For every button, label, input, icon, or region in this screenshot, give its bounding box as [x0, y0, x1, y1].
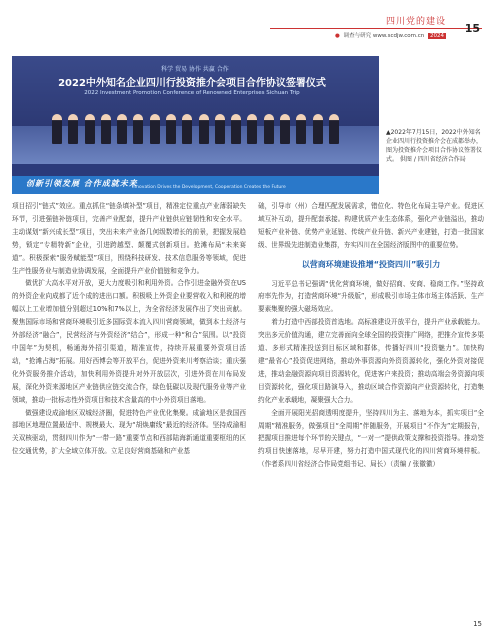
photo-bottom-strip — [12, 176, 379, 194]
header-divider — [270, 28, 482, 29]
right-column — [258, 200, 484, 471]
person — [215, 114, 225, 144]
person — [329, 114, 339, 144]
body-paragraph: 着力打造中西部投资首选地。高标准建设开放平台，提升产业承载能力。突出多元价值沟通，建立完善面向全球全国的投资推广网络，把推介宣传多渠道、多形式精准投送到目标区域和群体，传播好四川“投资魅力”。加快构建“最省心”投资促进网络，推动外事资源向外资资源转化，强化外资对接促进，推动金融资源向项目资源转化，促进客户来投资；推动高端会务资源向项目资源转化，强化项目路演导入，推动区域合作资源向产业资源转化，打造集约化产业承载地，凝聚强大合力。 — [258, 318, 484, 404]
person — [280, 114, 290, 144]
year-tag: 2024 — [430, 33, 444, 39]
person — [85, 114, 95, 144]
section-heading: 以营商环境建设推增“投资四川”吸引力 — [301, 259, 441, 269]
strip-slogan-cn: 创新引领发展 合作成就未来 — [26, 179, 138, 188]
person — [247, 114, 257, 144]
person — [296, 114, 306, 144]
bullet-icon: ● — [335, 33, 340, 39]
person — [133, 114, 143, 144]
person — [313, 114, 323, 144]
person — [117, 114, 127, 144]
person — [68, 114, 78, 144]
person — [101, 114, 111, 144]
person — [231, 114, 241, 144]
photo-banner-main: 2022中外知名企业四川行投资推介会项目合作协议签署仪式 — [58, 78, 326, 89]
body-paragraph: 做强建设成渝地区双城经济圈，促进特色产业优化集聚。成渝地区是我国西部地区地理位置最适中、规模最大、现为“胡焕庸线”最近的经济体。坚持成渝相关双核驱动，贯彻四川作为“一带一路”重要节点和西部陆海新通道重要枢纽的区位交通优势，扩大全域立体开放。立足良好营商基础和产业基 — [12, 408, 246, 456]
strip-slogan-en: Innovation Drives the Development, Cooperation Creates the Future — [132, 185, 286, 190]
magazine-title: 四川党的建设 — [385, 17, 446, 27]
header-meta — [335, 31, 446, 39]
footer-page-number: 15 — [473, 620, 482, 628]
site-url: www.scdjw.com.cn — [372, 33, 425, 39]
event-photo — [12, 56, 379, 194]
photo-people-row — [52, 114, 339, 144]
photo-banner-top: 科学 贸易 协作 共赢 合作 — [161, 66, 229, 73]
body-paragraph: 础，引导市（州）合理匹配发展需求，错位化、特色化布局主导产业。促进区域互补互动，提升配套承接。构建优质产业生态体系，强化产业链溢出，推动短板产业补链、优势产业延链、传统产业升链、新兴产业建链，打造一批国家级、世界级先进制造业集群，夯实四川在全国经济版图中的重要位势。 — [258, 202, 484, 249]
person — [150, 114, 160, 144]
person — [182, 114, 192, 144]
person — [199, 114, 209, 144]
left-column — [12, 200, 246, 458]
photo-floor — [12, 164, 379, 176]
person — [52, 114, 62, 144]
header-page-number: 15 — [464, 22, 480, 35]
body-paragraph: 项目招引“链式”效应。重点抓住“链条填补型”项目，精准定位重点产业薄弱缺失环节，引进强链补链项目，完善产业配套，提升产业链供应链韧性和安全水平。主动谋划“新兴成长型”项目，突出未来产业备几何级数增长的前景，把握发展趋势，锁定“专精特新”企业，引进跨越型、颠覆式创新项目。抢滩布局“未来赛道”。积极探索“服务赋能型”项目，围绕科技研发、技术信息服务等领域，促进生产性服务业与制造业协调发展，全面提升产业价值链和竞争力。 — [12, 202, 246, 275]
body-paragraph: 习近平总书记强调“优化营商环境，做好招商、安商、稳商工作。”坚持政府率先作为，打造营商环境“升级版”，形成吸引市场主体市场主体活跃、生产要素集聚的强大磁场效应。 — [258, 279, 484, 314]
body-paragraph: 做优扩大高水平对开放，更大力度吸引和利用外资。合作引进金融外资在US的外资企业向成都了近个成的进出口额。积极吸上外资企业要营收入和利税的增幅以上工业增加值分别超过10%和7%以上，为全省经济发展作出了突出贡献。聚焦国际市场和营商环境吸引近多国际资本流入四川营商领域，做到本土经济与外部经济“融合”，民营经济与外资经济“结合”，形成一种“和合”氛围。以“投资中国年”为契机，畅通海外招引渠道，精准宣传，持续开展重要外资项目活动，“抢滩占海”拓展。用好西博会等开放平台，促进外资来川考察洽谈；重庆强化外资服务推介活动，加快利用外资提升对外开放层次，引进外资在川布局发展，深化外资来源地区产业链供应链交流合作，绿色低碳以及现代服务业等产业领域，推动一批标志性外资项目和技术含量高的中小外资项目落地。 — [12, 279, 246, 404]
section-label: 调查与研究 — [343, 33, 372, 39]
body-paragraph: 全面开展阳光招商透明度提升，坚持四川为主、落地为本，抓实项目“全周期”精准服务，做强项目“全周期”伴随服务，开展项目“不作为”定期报告，把握项目推进每个环节的关键点，“一对一”提供政策支撑和投资指导。推动签约项目快速落地，尽早开建，努力打造中国式现代化的四川营商环境样板。（作者系四川省经济合作局党组书记、局长）（责编 / 张徽徽） — [258, 408, 484, 469]
page-header — [270, 6, 482, 52]
photo-banner-sub: 2022 Investment Promotion Conference of Renowned Enterprises Sichuan Trip — [84, 90, 300, 96]
person — [264, 114, 274, 144]
photo-caption: ▲2022年7月15日，2022中外知名企业四川行投资推介会在成都举办，图为投资推介会项目合作协议签署仪式。 供图 / 四川省经济合作局 — [386, 129, 483, 163]
person — [166, 114, 176, 144]
